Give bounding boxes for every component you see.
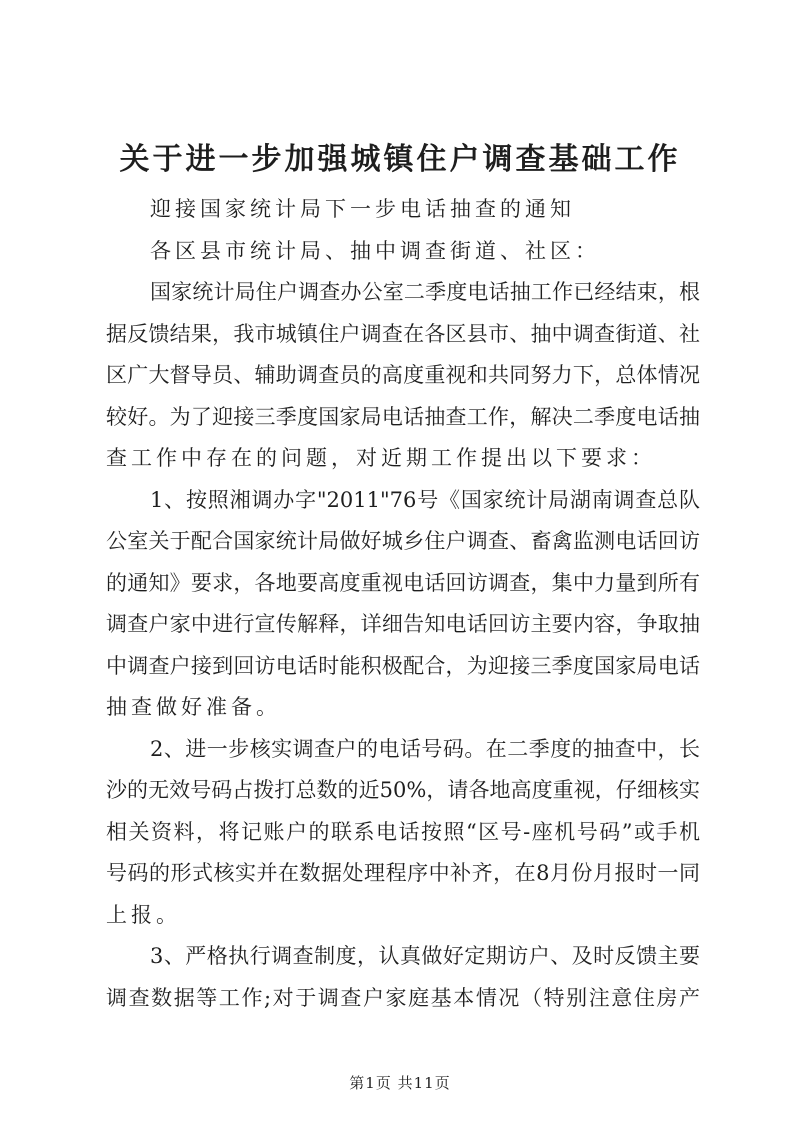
text-line: 调查数据等工作;对于调查户家庭基本情况（特别注意住房产: [106, 985, 700, 1010]
paragraph: [106, 272, 700, 480]
text-line: 的通知》要求，各地要高度重视电话回访调查，集中力量到所有: [106, 570, 700, 595]
text-line: 上报。: [106, 902, 181, 927]
text-line: 国家统计局住户调查办公室二季度电话抽工作已经结束，根: [150, 280, 700, 304]
paragraph: [106, 729, 700, 937]
text-line: 号码的形式核实并在数据处理程序中补齐，在8月份月报时一同: [106, 861, 700, 885]
text-line: 抽查做好准备。: [106, 695, 281, 719]
page-number: 第1页 共11页: [349, 1074, 451, 1092]
paragraph: [106, 936, 700, 1019]
text-line: 中调查户接到回访电话时能积极配合，为迎接三季度国家局电话: [106, 653, 700, 678]
text-line: 相关资料，将记账户的联系电话按照“区号-座机号码”或手机: [106, 819, 700, 844]
text-line: 各区县市统计局、抽中调查街道、社区：: [150, 238, 600, 263]
text-line: 3、严格执行调查制度，认真做好定期访户、及时反馈主要: [150, 944, 700, 968]
paragraph: [106, 231, 700, 273]
text-line: 迎接国家统计局下一步电话抽查的通知: [150, 197, 575, 221]
text-line: 公室关于配合国家统计局做好城乡住户调查、畜禽监测电话回访: [106, 529, 700, 553]
text-line: 调查户家中进行宣传解释，详细告知电话回访主要内容，争取抽: [106, 612, 700, 636]
paragraph: [106, 189, 700, 231]
text-line: 区广大督导员、辅助调查员的高度重视和共同努力下，总体情况: [106, 363, 700, 387]
document-title: 关于进一步加强城镇住户调查基础工作: [119, 142, 681, 177]
paragraph: [106, 480, 700, 729]
document-body: [106, 189, 700, 1019]
text-line: 查工作中存在的问题，对近期工作提出以下要求：: [106, 446, 656, 470]
text-line: 2、进一步核实调查户的电话号码。在二季度的抽查中，长: [150, 736, 700, 761]
text-line: 1、按照湘调办字"2011"76号《国家统计局湖南调查总队: [150, 487, 700, 512]
text-line: 较好。为了迎接三季度国家局电话抽查工作，解决二季度电话抽: [106, 404, 700, 429]
text-line: 沙的无效号码占拨打总数的近50%，请各地高度重视，仔细核实: [106, 778, 700, 802]
text-line: 据反馈结果，我市城镇住户调查在各区县市、抽中调查街道、社: [106, 321, 700, 346]
